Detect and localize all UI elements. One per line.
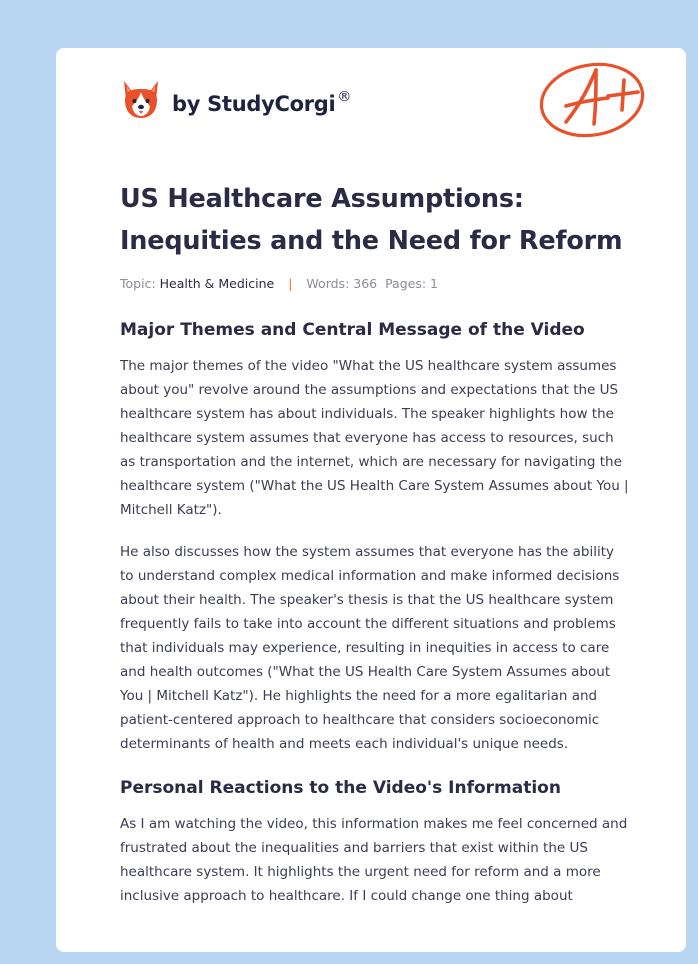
- document-meta: [120, 274, 630, 294]
- paragraph: He also discusses how the system assumes that everyone has the ability to understand complex medical information and make informed decisions about their health. The speaker's thesis is that the US healthcare system frequently fails to take into account the different situations and problems that individuals may experience, resulting in inequities in access to care and health outcomes ("What the US Health Care System Assumes about You | Mitchell Katz"). He highlights the need for a more egalitarian and patient-centered approach to healthcare that considers socioeconomic determinants of health and meets each individual's unique needs.: [120, 544, 620, 752]
- word-count: Words: 366: [306, 276, 378, 291]
- registered-mark: ®: [337, 89, 352, 105]
- corgi-icon: [120, 78, 162, 122]
- logo-text: by StudyCorgi ®: [172, 89, 352, 116]
- section-heading-themes: Major Themes and Central Message of the Video: [120, 320, 585, 340]
- document-card: [56, 48, 686, 952]
- page-count: Pages: 1: [385, 276, 438, 291]
- topic-label: Topic:: [120, 276, 156, 291]
- studycorgi-logo[interactable]: [120, 76, 351, 124]
- paragraph: As I am watching the video, this information makes me feel concerned and frustrated about the inequalities and barriers that exist within the US healthcare system. It highlights the urgent need for reform and a more inclusive approach to healthcare. If I could change one thing about: [120, 816, 628, 904]
- document-content: [120, 178, 630, 908]
- section-heading-reactions: Personal Reactions to the Video's Information: [120, 778, 561, 798]
- topic-link[interactable]: Health & Medicine: [159, 276, 275, 291]
- a-plus-icon: [536, 58, 650, 142]
- meta-separator: |: [288, 276, 293, 291]
- paragraph: The major themes of the video "What the US healthcare system assumes about you" revolve around the assumptions and expectations that the US healthcare system has about individuals. The speaker highlights how the healthcare system assumes that everyone has access to resources, such as transportation and the internet, which are necessary for navigating the healthcare system ("What the US Health Care System Assumes about You | Mitchell Katz").: [120, 358, 629, 518]
- document-title: US Healthcare Assumptions: Inequities and the Need for Reform: [120, 184, 623, 256]
